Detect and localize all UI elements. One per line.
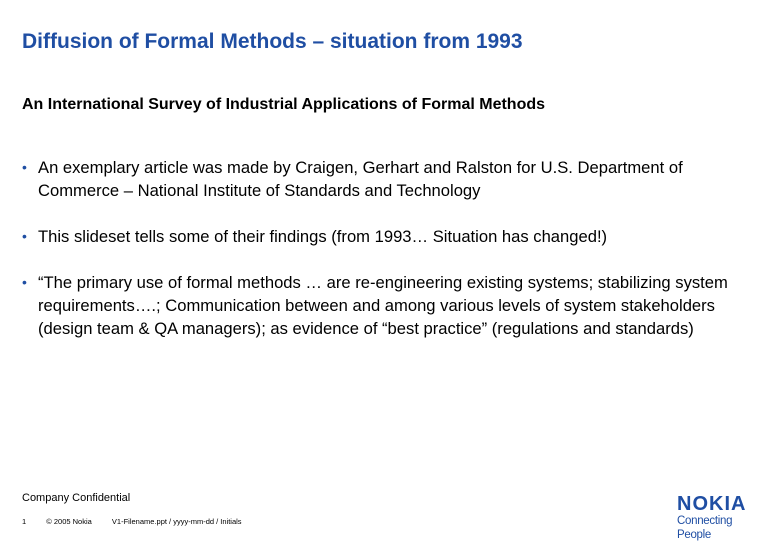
- logo-tagline: Connecting People: [677, 515, 733, 541]
- slide-title: Diffusion of Formal Methods – situation from 1993: [22, 30, 523, 53]
- slide-subtitle: An International Survey of Industrial Applications of Formal Methods: [22, 96, 546, 113]
- footer-file-info: V1-Filename.ppt / yyyy-mm-dd / Initials: [111, 517, 242, 526]
- bullet-icon: •: [22, 228, 27, 244]
- bullet-list: [22, 156, 762, 340]
- footer-copyright: © 2005 Nokia: [46, 517, 92, 526]
- bullet-icon: •: [22, 159, 27, 175]
- logo-wordmark: NOKIA: [677, 493, 747, 515]
- bullet-icon: •: [22, 274, 27, 290]
- bullet-item: [22, 156, 762, 202]
- footer-confidential: Company Confidential: [22, 492, 131, 504]
- bullet-text: An exemplary article was made by Craigen, Gerhart and Ralston for U.S. Department of Commerce – National Institute of Standards and Technology: [38, 158, 683, 200]
- footer-info: [22, 517, 260, 526]
- bullet-text: This slideset tells some of their findings (from 1993… Situation has changed!): [38, 227, 608, 246]
- page-number: 1: [22, 517, 27, 526]
- nokia-logo: [677, 494, 767, 542]
- bullet-item: [22, 271, 762, 340]
- bullet-item: [22, 225, 762, 248]
- bullet-text: “The primary use of formal methods … are re-engineering existing systems; stabilizing system requirements….; Communication between and among various levels of system stakeholders (design team & QA managers); as evidence of “best practice” (regulations and standards): [38, 273, 728, 338]
